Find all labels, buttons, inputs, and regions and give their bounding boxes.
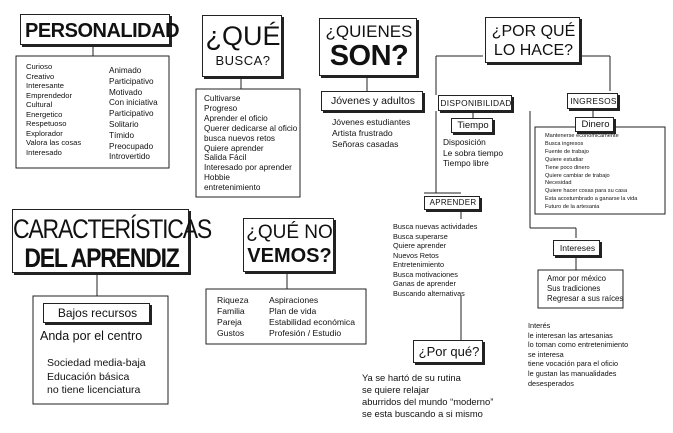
list-item: le interesan las artesanias [528, 330, 613, 340]
list-item: Nuevos Retos [393, 250, 439, 260]
personalidad-title: PERSONALIDAD [25, 20, 180, 42]
list-item: Jóvenes estudiantes [332, 117, 411, 127]
list-item: Interesado [26, 147, 62, 157]
que-no-vemos-title-box [243, 218, 334, 272]
list-item: Participativo [109, 76, 154, 86]
intereses-list-1 [547, 274, 623, 304]
list-item: Interés [528, 321, 551, 330]
caracteristicas-title-box [12, 209, 211, 273]
quienes-son-title-box [319, 18, 417, 76]
list-item: Le sobra tiempo [443, 147, 504, 158]
disponibilidad-box [438, 95, 512, 111]
list-item: Educación básica [47, 370, 130, 383]
dinero-label: Dinero [581, 119, 610, 130]
intereses-list-2 [528, 321, 628, 388]
que-busca-title-line2: BUSCA? [215, 53, 271, 68]
list-item: Futuro de la artesania [545, 204, 600, 211]
list-item: Interesado por aprender [204, 163, 292, 173]
list-item: Tiene poco dinero [545, 164, 590, 171]
list-item: Quiere aprender [204, 143, 264, 153]
list-item: no tiene licenciatura [47, 384, 141, 396]
list-item: se interesa [528, 349, 564, 359]
list-item: Esta acostumbrado a ganarse la vida [545, 196, 638, 203]
disponibilidad-label: DISPONIBILIDAD [440, 98, 512, 108]
list-item: Regresar a sus raíces [547, 294, 624, 303]
list-item: Pareja [217, 317, 242, 327]
list-item: Tímido [109, 130, 135, 140]
list-item: Sus tradiciones [547, 284, 601, 293]
list-item: entretenimiento [204, 183, 261, 193]
que-no-vemos-title-line1: ¿QUÉ NO [246, 222, 333, 243]
ingresos-label: INGRESOS [570, 96, 617, 106]
por-que-lo-hace-title-line1: ¿POR QUÉ [491, 23, 576, 40]
list-item: Explorador [26, 128, 63, 138]
list-item: Profesión / Estudio [269, 328, 342, 338]
aprender-box [424, 196, 480, 210]
list-item: Sociedad media-baja [47, 357, 146, 369]
list-item: Tiempo libre [443, 158, 489, 168]
tiempo-label: Tiempo [457, 120, 489, 131]
tiempo-box [451, 118, 493, 133]
quienes-son-subtitle-box [321, 91, 423, 111]
quienes-son-title-line1: ¿QUIENES [325, 22, 413, 41]
personalidad-list-col2 [109, 66, 158, 163]
list-item: Señoras casadas [332, 139, 399, 149]
list-item: Animado [109, 66, 142, 75]
personalidad-list-col1 [26, 62, 81, 157]
quienes-son-title-line2: SON? [329, 40, 409, 72]
list-item: Con iniciativa [109, 98, 158, 108]
caracteristicas-list [47, 357, 146, 398]
list-item: lo toman como entretenimiento [528, 340, 629, 350]
list-item: Cultivarse [204, 94, 241, 103]
list-item: Quiere aprender [393, 241, 447, 250]
list-item: tiene vocación para el oficio [528, 359, 619, 369]
por-que-lo-hace-title-line2: LO HACE? [493, 42, 574, 59]
quienes-son-subtitle: Jóvenes y adultos [330, 95, 416, 107]
anda-por-el-centro: Anda por el centro [40, 329, 143, 343]
list-item: Emprendedor [26, 90, 73, 100]
list-item: Quiere estudiar [545, 156, 584, 163]
list-item: Buscando alternativas [393, 288, 465, 298]
list-item: Motivado [109, 87, 143, 97]
list-item: Aprender el oficio [204, 113, 268, 123]
list-item: Participativo [109, 109, 154, 119]
que-no-vemos-list-col1 [217, 295, 249, 339]
list-item: Disposición [443, 137, 486, 147]
list-item: Ya se hartó de su rutina [362, 372, 461, 383]
ingresos-box [567, 93, 618, 109]
list-item: Fuente de trabajo [545, 148, 589, 155]
list-item: Busca superarse [393, 231, 448, 241]
list-item: Aspiraciones [269, 295, 319, 305]
list-item: Solitario [109, 119, 139, 129]
list-item: le gustan las manualidades [528, 368, 617, 378]
list-item: se quiere relajar [362, 384, 430, 395]
list-item: Creativo [26, 71, 55, 81]
list-item: Querer dedicarse al oficio [204, 123, 298, 133]
list-item: Energetico [26, 109, 63, 119]
list-item: busca nuevos retos [204, 133, 276, 143]
list-item: Estabilidad económica [269, 317, 355, 327]
list-item: Necesidad [545, 180, 572, 187]
que-busca-title-box [202, 15, 282, 77]
list-item: Salida Fácil [204, 153, 247, 163]
intereses-box [553, 240, 600, 256]
bajos-recursos-box [43, 303, 150, 323]
dinero-box [575, 117, 614, 132]
aprender-label: APRENDER [429, 198, 477, 207]
list-item: Introvertido [109, 152, 150, 162]
disponibilidad-list [443, 137, 503, 169]
list-item: Ganas de aprender [393, 279, 456, 288]
list-item: Plan de vida [269, 306, 317, 316]
que-no-vemos-title-line2: VEMOS? [247, 245, 332, 267]
list-item: Interesante [26, 81, 64, 90]
list-item: Entretenimiento [393, 260, 445, 269]
list-item: Mantenerse economicamente [545, 133, 619, 139]
bajos-recursos-label: Bajos recursos [57, 306, 138, 320]
list-item: Quiere hacer cosas para su casa [545, 188, 628, 195]
list-item: Hobbie [204, 173, 230, 183]
list-item: Cultural [26, 100, 53, 109]
por-que-title: ¿Por qué? [418, 344, 480, 359]
list-item: Curioso [26, 62, 53, 71]
list-item: Busca nuevas actividades [393, 222, 478, 231]
caracteristicas-title-line2: DEL APRENDIZ [24, 242, 179, 273]
list-item: Gustos [217, 328, 245, 338]
list-item: desesperados [528, 378, 574, 388]
list-item: Valora las cosas [26, 138, 82, 147]
aprender-list [393, 222, 477, 298]
list-item: Busca motivaciones [393, 269, 458, 279]
ingresos-list [545, 133, 637, 212]
que-busca-list [204, 94, 297, 193]
list-item: Quiere cambiar de trabajo [545, 172, 610, 179]
intereses-label: Intereses [559, 243, 596, 253]
por-que-box [413, 340, 483, 363]
list-item: Preocupado [109, 141, 154, 151]
que-busca-title-line1: ¿QUÉ [205, 21, 281, 51]
por-que-list [362, 372, 493, 420]
list-item: Familia [217, 306, 245, 316]
list-item: Amor por méxico [547, 274, 606, 283]
quienes-son-list [332, 117, 410, 150]
que-no-vemos-list-col2 [269, 295, 355, 339]
list-item: aburridos del mundo “moderno” [362, 396, 494, 407]
personalidad-title-box [20, 14, 180, 45]
list-item: Riqueza [217, 295, 249, 305]
list-item: Respetuoso [26, 119, 67, 128]
por-que-lo-hace-title-box [485, 17, 580, 63]
list-item: Busca ingresos [545, 140, 584, 147]
list-item: se esta buscando a si mismo [362, 408, 483, 419]
list-item: Artista frustrado [332, 128, 393, 138]
list-item: Progreso [204, 103, 238, 113]
caracteristicas-title-line1: CARACTERÍSTICAS [13, 213, 211, 244]
